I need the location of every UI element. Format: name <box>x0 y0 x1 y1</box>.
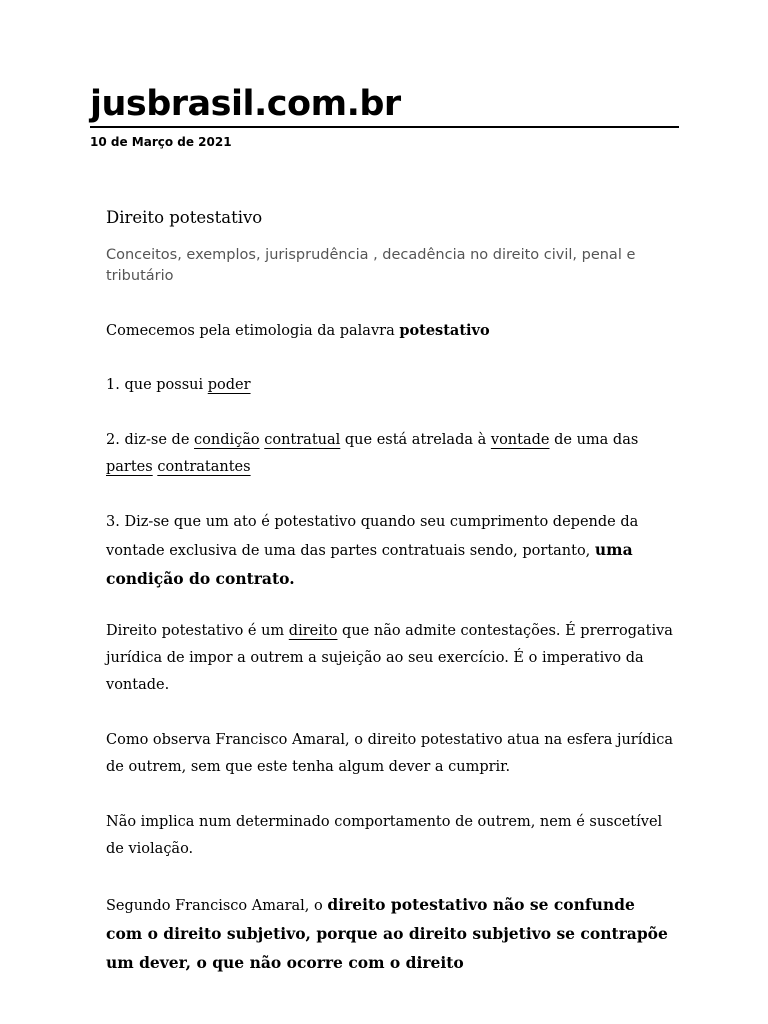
item2-text-1: 2. diz-se de <box>106 432 195 448</box>
header-divider <box>90 126 679 128</box>
article-body <box>106 205 676 972</box>
paragraph-item-3 <box>106 509 676 594</box>
link-direito[interactable]: direito <box>288 623 338 639</box>
intro-bold: potestativo <box>399 322 490 339</box>
link-poder[interactable]: poder <box>207 377 251 393</box>
item2-text-2: que está atrelada à <box>340 432 491 448</box>
paragraph-intro <box>106 317 490 345</box>
item2-text-3: de uma das <box>549 432 639 448</box>
link-condicao[interactable]: condição <box>194 432 260 448</box>
item3-bold: uma condição do contrato. <box>106 540 633 588</box>
link-vontade[interactable]: vontade <box>490 432 550 448</box>
site-header <box>90 82 679 149</box>
para7-bold: direito potestativo não se confunde com o direito subjetivo, porque ao direito subjetivo se contrapõe um dever, o que não ocorre com o direito <box>106 895 668 972</box>
item1-text: 1. que possui <box>106 377 208 393</box>
link-contratantes[interactable]: contratantes <box>157 459 251 475</box>
para7-text: Segundo Francisco Amaral, o <box>106 898 328 914</box>
article-subtitle: Conceitos, exemplos, jurisprudência , decadência no direito civil, penal e tributário <box>106 247 636 284</box>
link-contratual[interactable]: contratual <box>264 432 341 448</box>
paragraph-6: Não implica num determinado comportamento de outrem, nem é suscetível de violação. <box>106 814 663 857</box>
publish-date: 10 de Março de 2021 <box>90 135 232 149</box>
paragraph-5: Como observa Francisco Amaral, o direito potestativo atua na esfera jurídica de outrem, sem que este tenha algum dever a cumprir. <box>106 732 674 775</box>
article-title: Direito potestativo <box>106 208 263 227</box>
item3-text: 3. Diz-se que um ato é potestativo quando seu cumprimento depende da vontade exclusiva de uma das partes contratuais sendo, portanto, <box>106 514 639 559</box>
paragraph-item-1 <box>106 372 251 399</box>
para4-text-1: Direito potestativo é um <box>106 623 289 639</box>
paragraph-7 <box>106 891 676 978</box>
paragraph-item-2 <box>106 427 638 481</box>
intro-text: Comecemos pela etimologia da palavra <box>106 323 400 339</box>
paragraph-4 <box>106 618 676 699</box>
site-title: jusbrasil.com.br <box>90 84 401 124</box>
link-partes[interactable]: partes <box>106 459 153 475</box>
para4-text-2: que não admite contestações. É prerrogativa jurídica de impor a outrem a sujeição ao seu exercício. É o imperativo da vontade. <box>106 623 673 693</box>
